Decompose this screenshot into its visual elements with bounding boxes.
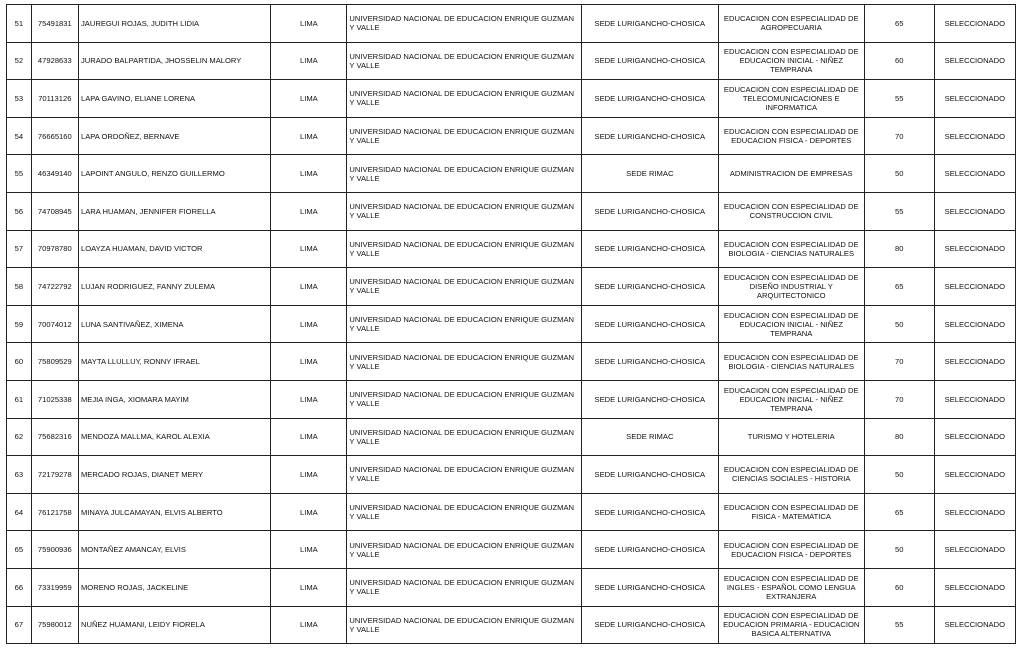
university-cell: UNIVERSIDAD NACIONAL DE EDUCACION ENRIQUE GUZMAN Y VALLE bbox=[347, 531, 582, 569]
table-body bbox=[7, 5, 1016, 644]
table-row bbox=[7, 117, 1016, 155]
row-number-cell: 64 bbox=[7, 493, 32, 531]
full-name-cell: JURADO BALPARTIDA, JHOSSELIN MALORY bbox=[78, 42, 270, 80]
region-cell: LIMA bbox=[271, 230, 347, 268]
campus-cell: SEDE LURIGANCHO-CHOSICA bbox=[581, 192, 718, 230]
table-row bbox=[7, 418, 1016, 456]
status-cell: SELECCIONADO bbox=[934, 456, 1015, 494]
row-number-cell: 63 bbox=[7, 456, 32, 494]
university-cell: UNIVERSIDAD NACIONAL DE EDUCACION ENRIQUE GUZMAN Y VALLE bbox=[347, 380, 582, 418]
score-cell: 50 bbox=[864, 305, 934, 343]
score-cell: 70 bbox=[864, 343, 934, 381]
career-cell: EDUCACION CON ESPECIALIDAD DE EDUCACION INICIAL - NIÑEZ TEMPRANA bbox=[718, 380, 864, 418]
campus-cell: SEDE LURIGANCHO-CHOSICA bbox=[581, 568, 718, 606]
status-cell: SELECCIONADO bbox=[934, 380, 1015, 418]
region-cell: LIMA bbox=[271, 418, 347, 456]
full-name-cell: MENDOZA MALLMA, KAROL ALEXIA bbox=[78, 418, 270, 456]
document-id-cell: 75980012 bbox=[31, 606, 78, 644]
status-cell: SELECCIONADO bbox=[934, 268, 1015, 306]
university-cell: UNIVERSIDAD NACIONAL DE EDUCACION ENRIQUE GUZMAN Y VALLE bbox=[347, 305, 582, 343]
document-id-cell: 76665160 bbox=[31, 117, 78, 155]
document-id-cell: 71025338 bbox=[31, 380, 78, 418]
status-cell: SELECCIONADO bbox=[934, 305, 1015, 343]
status-cell: SELECCIONADO bbox=[934, 117, 1015, 155]
campus-cell: SEDE LURIGANCHO-CHOSICA bbox=[581, 343, 718, 381]
row-number-cell: 54 bbox=[7, 117, 32, 155]
table-row bbox=[7, 268, 1016, 306]
campus-cell: SEDE LURIGANCHO-CHOSICA bbox=[581, 268, 718, 306]
region-cell: LIMA bbox=[271, 155, 347, 193]
row-number-cell: 51 bbox=[7, 5, 32, 43]
full-name-cell: LUNA SANTIVAÑEZ, XIMENA bbox=[78, 305, 270, 343]
career-cell: EDUCACION CON ESPECIALIDAD DE TELECOMUNICACIONES E INFORMATICA bbox=[718, 80, 864, 118]
row-number-cell: 60 bbox=[7, 343, 32, 381]
career-cell: EDUCACION CON ESPECIALIDAD DE CONSTRUCCION CIVIL bbox=[718, 192, 864, 230]
row-number-cell: 59 bbox=[7, 305, 32, 343]
document-id-cell: 75682316 bbox=[31, 418, 78, 456]
row-number-cell: 58 bbox=[7, 268, 32, 306]
region-cell: LIMA bbox=[271, 380, 347, 418]
row-number-cell: 65 bbox=[7, 531, 32, 569]
career-cell: EDUCACION CON ESPECIALIDAD DE EDUCACION FISICA - DEPORTES bbox=[718, 531, 864, 569]
row-number-cell: 56 bbox=[7, 192, 32, 230]
score-cell: 50 bbox=[864, 456, 934, 494]
region-cell: LIMA bbox=[271, 268, 347, 306]
region-cell: LIMA bbox=[271, 42, 347, 80]
full-name-cell: JAUREGUI ROJAS, JUDITH LIDIA bbox=[78, 5, 270, 43]
document-id-cell: 75809529 bbox=[31, 343, 78, 381]
full-name-cell: MORENO ROJAS, JACKELINE bbox=[78, 568, 270, 606]
score-cell: 80 bbox=[864, 230, 934, 268]
row-number-cell: 53 bbox=[7, 80, 32, 118]
career-cell: EDUCACION CON ESPECIALIDAD DE EDUCACION INICIAL - NIÑEZ TEMPRANA bbox=[718, 42, 864, 80]
row-number-cell: 57 bbox=[7, 230, 32, 268]
document-id-cell: 46349140 bbox=[31, 155, 78, 193]
status-cell: SELECCIONADO bbox=[934, 418, 1015, 456]
university-cell: UNIVERSIDAD NACIONAL DE EDUCACION ENRIQUE GUZMAN Y VALLE bbox=[347, 80, 582, 118]
full-name-cell: MEJIA INGA, XIOMARA MAYIM bbox=[78, 380, 270, 418]
university-cell: UNIVERSIDAD NACIONAL DE EDUCACION ENRIQUE GUZMAN Y VALLE bbox=[347, 155, 582, 193]
region-cell: LIMA bbox=[271, 493, 347, 531]
document-id-cell: 70074012 bbox=[31, 305, 78, 343]
campus-cell: SEDE LURIGANCHO-CHOSICA bbox=[581, 380, 718, 418]
row-number-cell: 55 bbox=[7, 155, 32, 193]
status-cell: SELECCIONADO bbox=[934, 155, 1015, 193]
full-name-cell: MINAYA JULCAMAYAN, ELVIS ALBERTO bbox=[78, 493, 270, 531]
region-cell: LIMA bbox=[271, 305, 347, 343]
career-cell: EDUCACION CON ESPECIALIDAD DE EDUCACION PRIMARIA - EDUCACION BASICA ALTERNATIVA bbox=[718, 606, 864, 644]
score-cell: 80 bbox=[864, 418, 934, 456]
document-id-cell: 74722792 bbox=[31, 268, 78, 306]
career-cell: EDUCACION CON ESPECIALIDAD DE INGLES - ESPAÑOL COMO LENGUA EXTRANJERA bbox=[718, 568, 864, 606]
row-number-cell: 67 bbox=[7, 606, 32, 644]
campus-cell: SEDE LURIGANCHO-CHOSICA bbox=[581, 456, 718, 494]
full-name-cell: LARA HUAMAN, JENNIFER FIORELLA bbox=[78, 192, 270, 230]
row-number-cell: 66 bbox=[7, 568, 32, 606]
university-cell: UNIVERSIDAD NACIONAL DE EDUCACION ENRIQUE GUZMAN Y VALLE bbox=[347, 606, 582, 644]
campus-cell: SEDE RIMAC bbox=[581, 155, 718, 193]
university-cell: UNIVERSIDAD NACIONAL DE EDUCACION ENRIQUE GUZMAN Y VALLE bbox=[347, 5, 582, 43]
career-cell: EDUCACION CON ESPECIALIDAD DE EDUCACION FISICA - DEPORTES bbox=[718, 117, 864, 155]
score-cell: 50 bbox=[864, 155, 934, 193]
region-cell: LIMA bbox=[271, 117, 347, 155]
university-cell: UNIVERSIDAD NACIONAL DE EDUCACION ENRIQUE GUZMAN Y VALLE bbox=[347, 42, 582, 80]
full-name-cell: LAPA GAVINO, ELIANE LORENA bbox=[78, 80, 270, 118]
full-name-cell: LAPOINT ANGULO, RENZO GUILLERMO bbox=[78, 155, 270, 193]
table-row bbox=[7, 155, 1016, 193]
campus-cell: SEDE LURIGANCHO-CHOSICA bbox=[581, 117, 718, 155]
region-cell: LIMA bbox=[271, 531, 347, 569]
table-row bbox=[7, 493, 1016, 531]
table-row bbox=[7, 5, 1016, 43]
status-cell: SELECCIONADO bbox=[934, 343, 1015, 381]
campus-cell: SEDE LURIGANCHO-CHOSICA bbox=[581, 5, 718, 43]
status-cell: SELECCIONADO bbox=[934, 5, 1015, 43]
region-cell: LIMA bbox=[271, 80, 347, 118]
university-cell: UNIVERSIDAD NACIONAL DE EDUCACION ENRIQUE GUZMAN Y VALLE bbox=[347, 343, 582, 381]
region-cell: LIMA bbox=[271, 568, 347, 606]
campus-cell: SEDE LURIGANCHO-CHOSICA bbox=[581, 230, 718, 268]
campus-cell: SEDE LURIGANCHO-CHOSICA bbox=[581, 606, 718, 644]
status-cell: SELECCIONADO bbox=[934, 80, 1015, 118]
region-cell: LIMA bbox=[271, 456, 347, 494]
university-cell: UNIVERSIDAD NACIONAL DE EDUCACION ENRIQUE GUZMAN Y VALLE bbox=[347, 568, 582, 606]
score-cell: 70 bbox=[864, 117, 934, 155]
career-cell: EDUCACION CON ESPECIALIDAD DE BIOLOGIA - CIENCIAS NATURALES bbox=[718, 343, 864, 381]
document-id-cell: 73319959 bbox=[31, 568, 78, 606]
document-id-cell: 72179278 bbox=[31, 456, 78, 494]
status-cell: SELECCIONADO bbox=[934, 493, 1015, 531]
status-cell: SELECCIONADO bbox=[934, 531, 1015, 569]
university-cell: UNIVERSIDAD NACIONAL DE EDUCACION ENRIQUE GUZMAN Y VALLE bbox=[347, 418, 582, 456]
score-cell: 60 bbox=[864, 42, 934, 80]
document-id-cell: 76121758 bbox=[31, 493, 78, 531]
score-cell: 70 bbox=[864, 380, 934, 418]
table-row bbox=[7, 230, 1016, 268]
document-id-cell: 75491831 bbox=[31, 5, 78, 43]
region-cell: LIMA bbox=[271, 343, 347, 381]
document-id-cell: 75900936 bbox=[31, 531, 78, 569]
status-cell: SELECCIONADO bbox=[934, 568, 1015, 606]
region-cell: LIMA bbox=[271, 5, 347, 43]
score-cell: 65 bbox=[864, 5, 934, 43]
region-cell: LIMA bbox=[271, 606, 347, 644]
score-cell: 50 bbox=[864, 531, 934, 569]
document-id-cell: 74708945 bbox=[31, 192, 78, 230]
table-row bbox=[7, 606, 1016, 644]
score-cell: 60 bbox=[864, 568, 934, 606]
full-name-cell: LAPA ORDOÑEZ, BERNAVE bbox=[78, 117, 270, 155]
university-cell: UNIVERSIDAD NACIONAL DE EDUCACION ENRIQUE GUZMAN Y VALLE bbox=[347, 192, 582, 230]
results-table bbox=[6, 4, 1016, 644]
score-cell: 65 bbox=[864, 493, 934, 531]
university-cell: UNIVERSIDAD NACIONAL DE EDUCACION ENRIQUE GUZMAN Y VALLE bbox=[347, 230, 582, 268]
university-cell: UNIVERSIDAD NACIONAL DE EDUCACION ENRIQUE GUZMAN Y VALLE bbox=[347, 493, 582, 531]
career-cell: EDUCACION CON ESPECIALIDAD DE BIOLOGIA - CIENCIAS NATURALES bbox=[718, 230, 864, 268]
campus-cell: SEDE RIMAC bbox=[581, 418, 718, 456]
status-cell: SELECCIONADO bbox=[934, 42, 1015, 80]
university-cell: UNIVERSIDAD NACIONAL DE EDUCACION ENRIQUE GUZMAN Y VALLE bbox=[347, 117, 582, 155]
table-row bbox=[7, 305, 1016, 343]
campus-cell: SEDE LURIGANCHO-CHOSICA bbox=[581, 531, 718, 569]
status-cell: SELECCIONADO bbox=[934, 230, 1015, 268]
full-name-cell: MONTAÑEZ AMANCAY, ELVIS bbox=[78, 531, 270, 569]
document-id-cell: 70113126 bbox=[31, 80, 78, 118]
full-name-cell: NUÑEZ HUAMANI, LEIDY FIORELA bbox=[78, 606, 270, 644]
full-name-cell: LOAYZA HUAMAN, DAVID VICTOR bbox=[78, 230, 270, 268]
career-cell: EDUCACION CON ESPECIALIDAD DE AGROPECUARIA bbox=[718, 5, 864, 43]
career-cell: EDUCACION CON ESPECIALIDAD DE DISEÑO INDUSTRIAL Y ARQUITECTONICO bbox=[718, 268, 864, 306]
career-cell: EDUCACION CON ESPECIALIDAD DE EDUCACION INICIAL - NIÑEZ TEMPRANA bbox=[718, 305, 864, 343]
campus-cell: SEDE LURIGANCHO-CHOSICA bbox=[581, 42, 718, 80]
university-cell: UNIVERSIDAD NACIONAL DE EDUCACION ENRIQUE GUZMAN Y VALLE bbox=[347, 456, 582, 494]
campus-cell: SEDE LURIGANCHO-CHOSICA bbox=[581, 493, 718, 531]
document-id-cell: 70978780 bbox=[31, 230, 78, 268]
full-name-cell: LUJAN RODRIGUEZ, FANNY ZULEMA bbox=[78, 268, 270, 306]
table-row bbox=[7, 343, 1016, 381]
campus-cell: SEDE LURIGANCHO-CHOSICA bbox=[581, 305, 718, 343]
career-cell: EDUCACION CON ESPECIALIDAD DE CIENCIAS SOCIALES - HISTORIA bbox=[718, 456, 864, 494]
document-id-cell: 47928633 bbox=[31, 42, 78, 80]
career-cell: EDUCACION CON ESPECIALIDAD DE FISICA - MATEMATICA bbox=[718, 493, 864, 531]
status-cell: SELECCIONADO bbox=[934, 606, 1015, 644]
table-row bbox=[7, 456, 1016, 494]
score-cell: 55 bbox=[864, 192, 934, 230]
career-cell: TURISMO Y HOTELERIA bbox=[718, 418, 864, 456]
status-cell: SELECCIONADO bbox=[934, 192, 1015, 230]
full-name-cell: MAYTA LLULLUY, RONNY IFRAEL bbox=[78, 343, 270, 381]
row-number-cell: 62 bbox=[7, 418, 32, 456]
table-row bbox=[7, 192, 1016, 230]
row-number-cell: 52 bbox=[7, 42, 32, 80]
region-cell: LIMA bbox=[271, 192, 347, 230]
career-cell: ADMINISTRACION DE EMPRESAS bbox=[718, 155, 864, 193]
row-number-cell: 61 bbox=[7, 380, 32, 418]
table-row bbox=[7, 568, 1016, 606]
full-name-cell: MERCADO ROJAS, DIANET MERY bbox=[78, 456, 270, 494]
campus-cell: SEDE LURIGANCHO-CHOSICA bbox=[581, 80, 718, 118]
table-row bbox=[7, 80, 1016, 118]
score-cell: 55 bbox=[864, 606, 934, 644]
table-row bbox=[7, 42, 1016, 80]
table-row bbox=[7, 531, 1016, 569]
score-cell: 65 bbox=[864, 268, 934, 306]
score-cell: 55 bbox=[864, 80, 934, 118]
table-row bbox=[7, 380, 1016, 418]
university-cell: UNIVERSIDAD NACIONAL DE EDUCACION ENRIQUE GUZMAN Y VALLE bbox=[347, 268, 582, 306]
